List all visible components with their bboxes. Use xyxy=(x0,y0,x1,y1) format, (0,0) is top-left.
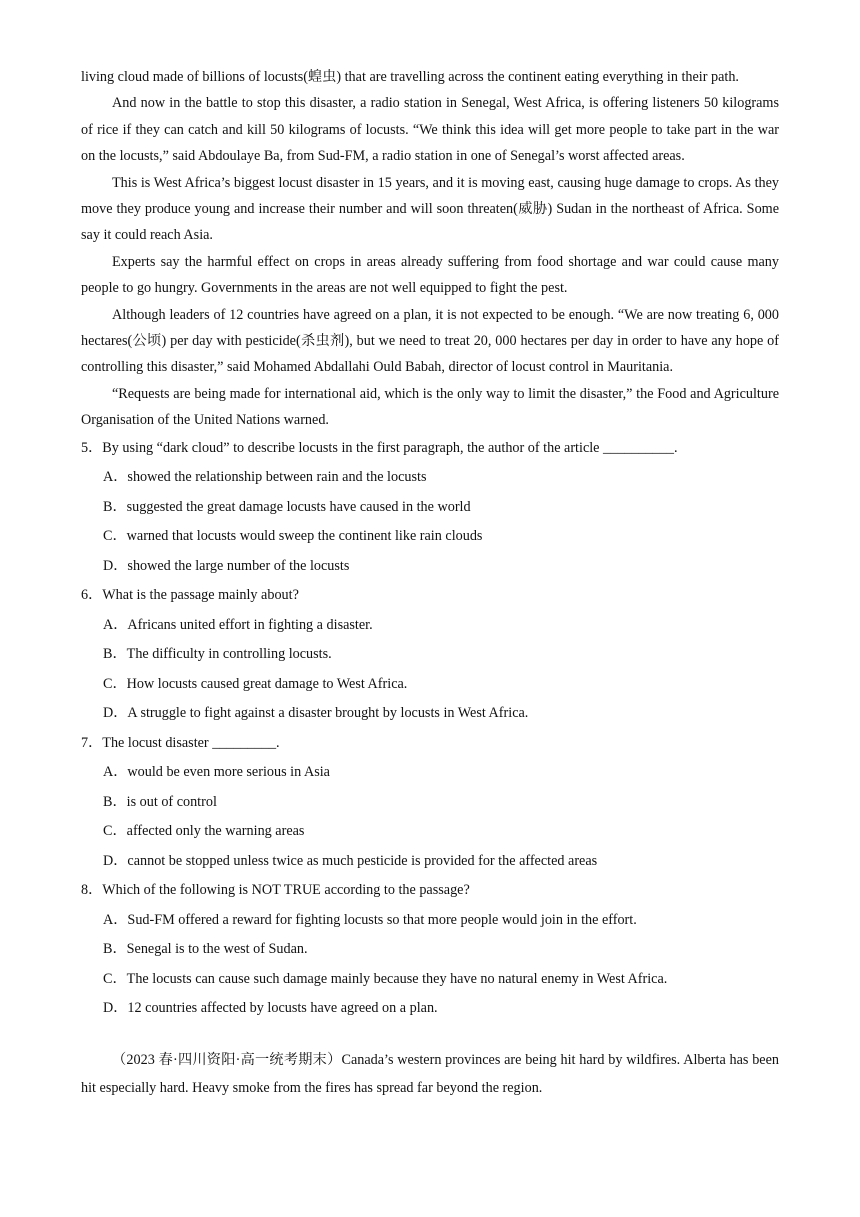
option-d: D．12 countries affected by locusts have agreed on a plan. xyxy=(103,1000,438,1017)
passage-paragraph-3: This is West Africa’s biggest locust disaster in 15 years, and it is moving east, causing huge damage to crops. As they move they produce young and increase their number and will soon threaten(威胁) Sudan in the northeast of Africa. Some say it could reach Asia. xyxy=(81,174,779,244)
question-stem: 7．The locust disaster _________. xyxy=(81,734,280,751)
option-b: B．suggested the great damage locusts have caused in the world xyxy=(103,498,471,515)
option-d: D．A struggle to fight against a disaster brought by locusts in West Africa. xyxy=(103,705,529,722)
option-d: D．cannot be stopped unless twice as much pesticide is provided for the affected areas xyxy=(103,852,598,869)
question-7 xyxy=(81,729,779,877)
option-c: C．How locusts caused great damage to West Africa. xyxy=(103,675,408,692)
question-stem: 6．What is the passage mainly about? xyxy=(81,587,299,604)
next-passage-intro: （2023 春·四川资阳·高一统考期末）Canada’s western provinces are being hit hard by wildfires. Alberta has been hit especially hard. Heavy smoke from the fires has spread far beyond the region. xyxy=(81,1051,779,1096)
option-a: A．showed the relationship between rain and the locusts xyxy=(103,469,427,486)
option-c: C．The locusts can cause such damage mainly because they have no natural enemy in West Africa. xyxy=(103,970,668,987)
option-b: B．is out of control xyxy=(103,793,217,810)
question-6 xyxy=(81,581,779,729)
question-8 xyxy=(81,876,779,1024)
question-stem: 5．By using “dark cloud” to describe locusts in the first paragraph, the author of the article __________. xyxy=(81,439,678,456)
option-a: A．Africans united effort in fighting a disaster. xyxy=(103,616,373,633)
question-stem: 8．Which of the following is NOT TRUE according to the passage? xyxy=(81,882,470,899)
question-5 xyxy=(81,434,779,582)
option-b: B．The difficulty in controlling locusts. xyxy=(103,646,332,663)
option-a: A．Sud-FM offered a reward for fighting locusts so that more people would join in the effort. xyxy=(103,911,637,928)
document-page xyxy=(81,64,779,1102)
option-a: A．would be even more serious in Asia xyxy=(103,764,330,781)
option-b: B．Senegal is to the west of Sudan. xyxy=(103,941,308,958)
passage-paragraph-6: “Requests are being made for international aid, which is the only way to limit the disaster,” the Food and Agriculture Organisation of the United Nations warned. xyxy=(81,385,779,429)
option-c: C．warned that locusts would sweep the continent like rain clouds xyxy=(103,528,483,545)
passage-paragraph-5: Although leaders of 12 countries have agreed on a plan, it is not expected to be enough. “We are now treating 6, 000 hectares(公顷) per day with pesticide(杀虫剂), but we need to treat 20, 000 hectares per day in order to have any hope of controlling this disaster,” said Mohamed Abdallahi Ould Babah, director of locust control in Mauritania. xyxy=(81,306,779,376)
passage-paragraph-1: living cloud made of billions of locusts(蝗虫) that are travelling across the continent eating everything in their path. xyxy=(81,69,739,85)
option-d: D．showed the large number of the locusts xyxy=(103,557,350,574)
passage-paragraph-4: Experts say the harmful effect on crops in areas already suffering from food shortage and war could cause many people to go hungry. Governments in the areas are not well equipped to fight the pest. xyxy=(81,253,779,297)
option-c: C．affected only the warning areas xyxy=(103,823,305,840)
passage-paragraph-2: And now in the battle to stop this disaster, a radio station in Senegal, West Africa, is offering listeners 50 kilograms of rice if they can catch and kill 50 kilograms of locusts. “We think this idea will get more people to take part in the war on the locusts,” said Abdoulaye Ba, from Sud-FM, a radio station in one of Senegal’s worst affected areas. xyxy=(81,95,779,165)
section-gap xyxy=(81,1024,779,1046)
